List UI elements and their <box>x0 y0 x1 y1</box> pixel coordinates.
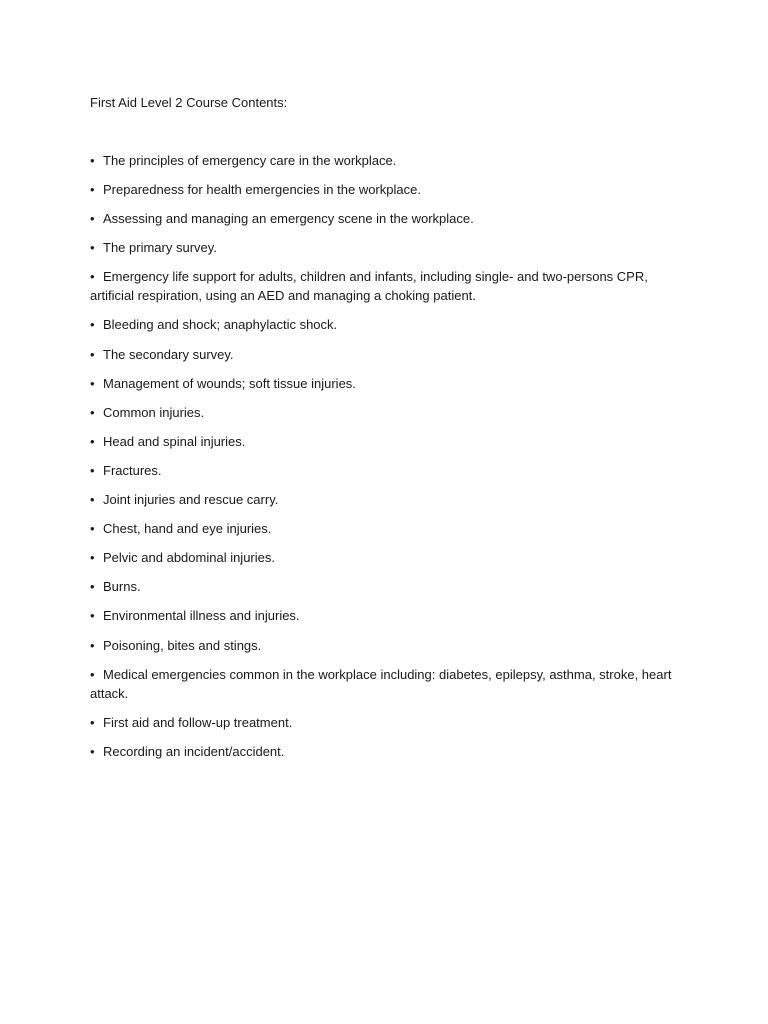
bullet-icon: • <box>90 744 95 760</box>
bullet-icon: • <box>90 317 95 333</box>
document-title: First Aid Level 2 Course Contents: <box>90 95 288 110</box>
bullet-icon: • <box>90 239 95 255</box>
list-item-text: The principles of emergency care in the workplace. <box>103 152 397 168</box>
list-item <box>90 577 680 597</box>
list-item-text: Common injuries. <box>103 404 205 420</box>
bullet-icon: • <box>90 637 95 653</box>
bullet-icon: • <box>90 579 95 595</box>
list-item-text: Burns. <box>103 579 141 595</box>
list-item-text: Environmental illness and injuries. <box>103 608 300 624</box>
list-item-text: Emergency life support for adults, children and infants, including single- and two-persons CPR, artificial respiration, using an AED and managing a choking patient. <box>90 268 648 304</box>
list-item <box>90 345 680 365</box>
list-item-text: Chest, hand and eye injuries. <box>103 521 272 537</box>
list-item-text: Assessing and managing an emergency scene in the workplace. <box>103 210 474 226</box>
bullet-icon: • <box>90 181 95 197</box>
list-item <box>90 665 680 704</box>
course-contents-list <box>90 151 680 762</box>
bullet-icon: • <box>90 152 95 168</box>
list-item <box>90 374 680 394</box>
list-item-text: The primary survey. <box>103 239 217 255</box>
list-item <box>90 151 680 171</box>
list-item <box>90 432 680 452</box>
list-item <box>90 267 680 306</box>
list-item <box>90 180 680 200</box>
list-item <box>90 636 680 656</box>
bullet-icon: • <box>90 550 95 566</box>
list-item-text: The secondary survey. <box>103 346 234 362</box>
list-item <box>90 490 680 510</box>
bullet-icon: • <box>90 521 95 537</box>
list-item <box>90 519 680 539</box>
bullet-icon: • <box>90 608 95 624</box>
list-item-text: Management of wounds; soft tissue injuries. <box>103 375 356 391</box>
bullet-icon: • <box>90 433 95 449</box>
list-item-text: Preparedness for health emergencies in the workplace. <box>103 181 421 197</box>
list-item <box>90 713 680 733</box>
list-item-text: Poisoning, bites and stings. <box>103 637 262 653</box>
list-item <box>90 315 680 335</box>
bullet-icon: • <box>90 210 95 226</box>
list-item <box>90 209 680 229</box>
list-item <box>90 742 680 762</box>
list-item-text: Bleeding and shock; anaphylactic shock. <box>103 317 338 333</box>
list-item <box>90 238 680 258</box>
list-item-text: Recording an incident/accident. <box>103 744 285 760</box>
list-item <box>90 606 680 626</box>
list-item <box>90 461 680 481</box>
bullet-icon: • <box>90 666 95 682</box>
list-item-text: Head and spinal injuries. <box>103 433 246 449</box>
bullet-icon: • <box>90 462 95 478</box>
document-body <box>90 93 680 771</box>
list-item-text: First aid and follow-up treatment. <box>103 715 293 731</box>
list-item <box>90 403 680 423</box>
bullet-icon: • <box>90 346 95 362</box>
bullet-icon: • <box>90 492 95 508</box>
list-item-text: Joint injuries and rescue carry. <box>103 492 279 508</box>
bullet-icon: • <box>90 375 95 391</box>
bullet-icon: • <box>90 404 95 420</box>
list-item <box>90 548 680 568</box>
list-item-text: Fractures. <box>103 462 162 478</box>
bullet-icon: • <box>90 715 95 731</box>
list-item-text: Pelvic and abdominal injuries. <box>103 550 275 566</box>
list-item-text: Medical emergencies common in the workplace including: diabetes, epilepsy, asthma, stroke, heart attack. <box>90 666 672 702</box>
bullet-icon: • <box>90 268 95 284</box>
